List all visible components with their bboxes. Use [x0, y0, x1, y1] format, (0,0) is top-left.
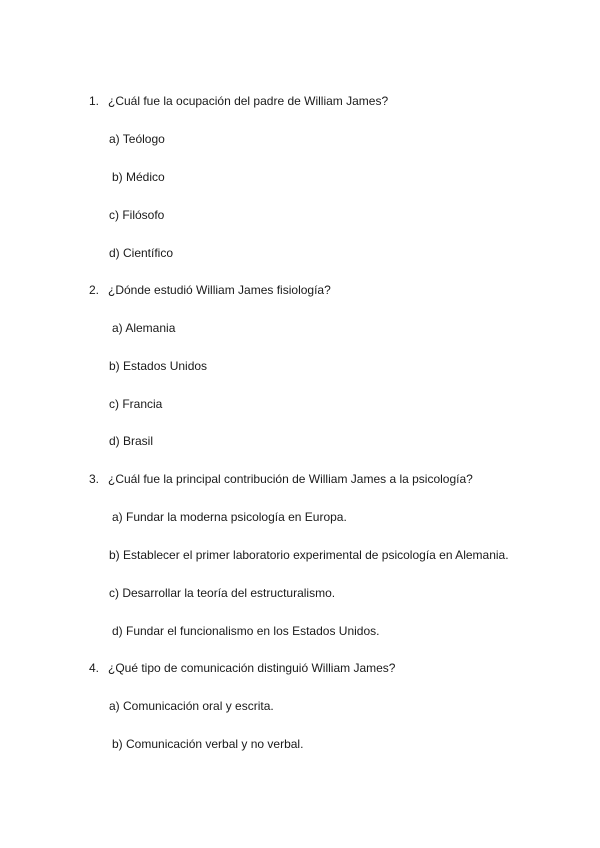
answer-option: b) Médico — [112, 170, 165, 184]
answer-option: a) Alemania — [112, 321, 176, 335]
question-number: 1. — [89, 94, 100, 108]
answer-option: a) Fundar la moderna psicología en Europa. — [112, 510, 347, 524]
question-number: 2. — [89, 283, 100, 297]
answer-option: d) Científico — [109, 246, 174, 260]
answer-option: a) Comunicación oral y escrita. — [109, 699, 274, 713]
answer-option: d) Brasil — [109, 434, 154, 448]
answer-option: b) Comunicación verbal y no verbal. — [112, 737, 304, 751]
question-number: 4. — [89, 661, 100, 675]
answer-option: b) Estados Unidos — [109, 359, 208, 373]
question-text: ¿Cuál fue la principal contribución de William James a la psicología? — [108, 472, 473, 486]
answer-option: c) Desarrollar la teoría del estructuralismo. — [109, 586, 336, 600]
question-text: ¿Cuál fue la ocupación del padre de William James? — [108, 94, 389, 108]
question-text: ¿Dónde estudió William James fisiología? — [108, 283, 331, 297]
question-text: ¿Qué tipo de comunicación distinguió William James? — [108, 661, 396, 675]
question-number: 3. — [89, 472, 100, 486]
answer-option: b) Establecer el primer laboratorio experimental de psicología en Alemania. — [109, 548, 509, 562]
answer-option: d) Fundar el funcionalismo en los Estados Unidos. — [112, 624, 380, 638]
answer-option: c) Francia — [109, 397, 163, 411]
answer-option: c) Filósofo — [109, 208, 165, 222]
answer-option: a) Teólogo — [109, 132, 165, 146]
